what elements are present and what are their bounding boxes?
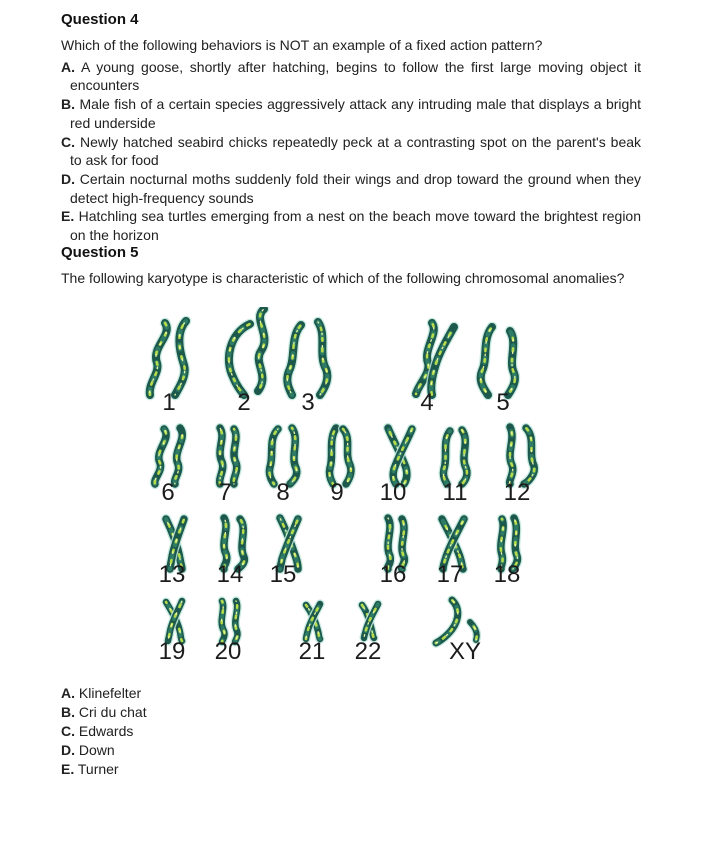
karyotype-label: 8	[276, 479, 290, 507]
karyotype-label: 2	[237, 389, 251, 417]
karyotype-label: 21	[298, 638, 326, 666]
question-5-prompt: The following karyotype is characteristic of which of the following chromosomal anomalies?	[61, 269, 625, 286]
option-letter: D.	[61, 742, 75, 759]
karyotype-label: 5	[496, 389, 510, 417]
question-5-options	[61, 684, 641, 779]
question-5-option-d	[61, 741, 641, 760]
karyotype-label: 4	[420, 389, 434, 417]
question-4-option-b	[61, 95, 641, 132]
karyotype-label: 10	[379, 479, 407, 507]
question-5-option-a	[61, 684, 641, 703]
option-text: Klinefelter	[78, 685, 142, 702]
karyotype-label: 17	[436, 561, 464, 589]
karyotype-label: 16	[379, 561, 407, 589]
karyotype-label: 22	[354, 638, 382, 666]
option-letter: D.	[61, 170, 75, 187]
option-letter: B.	[61, 96, 75, 113]
karyotype-label: 3	[301, 389, 315, 417]
option-text: Male fish of a certain species aggressively attack any intruding male that displays a bright red underside	[70, 96, 642, 131]
question-4-options	[61, 58, 641, 245]
question-5-section	[61, 245, 641, 780]
option-text: A young goose, shortly after hatching, begins to follow the first large moving object it encounters	[70, 58, 641, 94]
question-4-section	[61, 12, 641, 245]
question-5-option-c	[61, 722, 641, 741]
karyotype-label: 11	[442, 479, 468, 507]
option-letter: C.	[61, 133, 75, 150]
chromosome	[258, 309, 264, 391]
option-letter: E.	[61, 208, 75, 225]
option-text: Certain nocturnal moths suddenly fold their wings and drop toward the ground when they detect high-frequency sounds	[70, 170, 641, 206]
option-text: Down	[78, 742, 115, 759]
option-letter: E.	[61, 761, 75, 778]
karyotype-image	[140, 307, 580, 667]
karyotype-label: 1	[162, 389, 176, 417]
option-letter: C.	[61, 723, 75, 740]
option-text: Edwards	[78, 723, 134, 740]
question-4-option-a	[61, 58, 641, 95]
question-5-option-b	[61, 703, 641, 722]
option-letter: A.	[61, 685, 75, 702]
question-4-heading: Question 4	[61, 11, 139, 28]
karyotype-label: 15	[269, 561, 297, 589]
chromosome	[229, 324, 250, 395]
question-5-option-e	[61, 760, 641, 779]
option-letter: B.	[61, 704, 75, 721]
karyotype-label: XY	[448, 638, 482, 666]
karyotype-label: 14	[216, 561, 244, 589]
karyotype-label: 9	[330, 479, 344, 507]
karyotype-label: 7	[218, 479, 232, 507]
option-text: Newly hatched seabird chicks repeatedly peck at a contrasting spot on the parent's beak to ask for food	[70, 133, 642, 169]
karyotype-label: 13	[158, 561, 186, 589]
karyotype-label: 6	[161, 479, 175, 507]
question-5-heading: Question 5	[61, 243, 139, 261]
karyotype-label: 20	[214, 638, 242, 666]
karyotype-label: 12	[503, 479, 531, 507]
option-text: Hatchling sea turtles emerging from a nest on the beach move toward the brightest region on the horizon	[70, 208, 642, 244]
question-4-option-c	[61, 133, 641, 170]
question-4-option-e	[61, 207, 641, 244]
option-text: Cri du chat	[78, 704, 147, 721]
karyotype-figure	[140, 307, 580, 667]
option-letter: A.	[61, 58, 75, 75]
karyotype-label: 18	[493, 561, 521, 589]
question-4-prompt: Which of the following behaviors is NOT an example of a fixed action pattern?	[61, 37, 543, 53]
option-text: Turner	[77, 761, 119, 778]
question-4-option-d	[61, 170, 641, 207]
karyotype-label: 19	[158, 638, 186, 666]
